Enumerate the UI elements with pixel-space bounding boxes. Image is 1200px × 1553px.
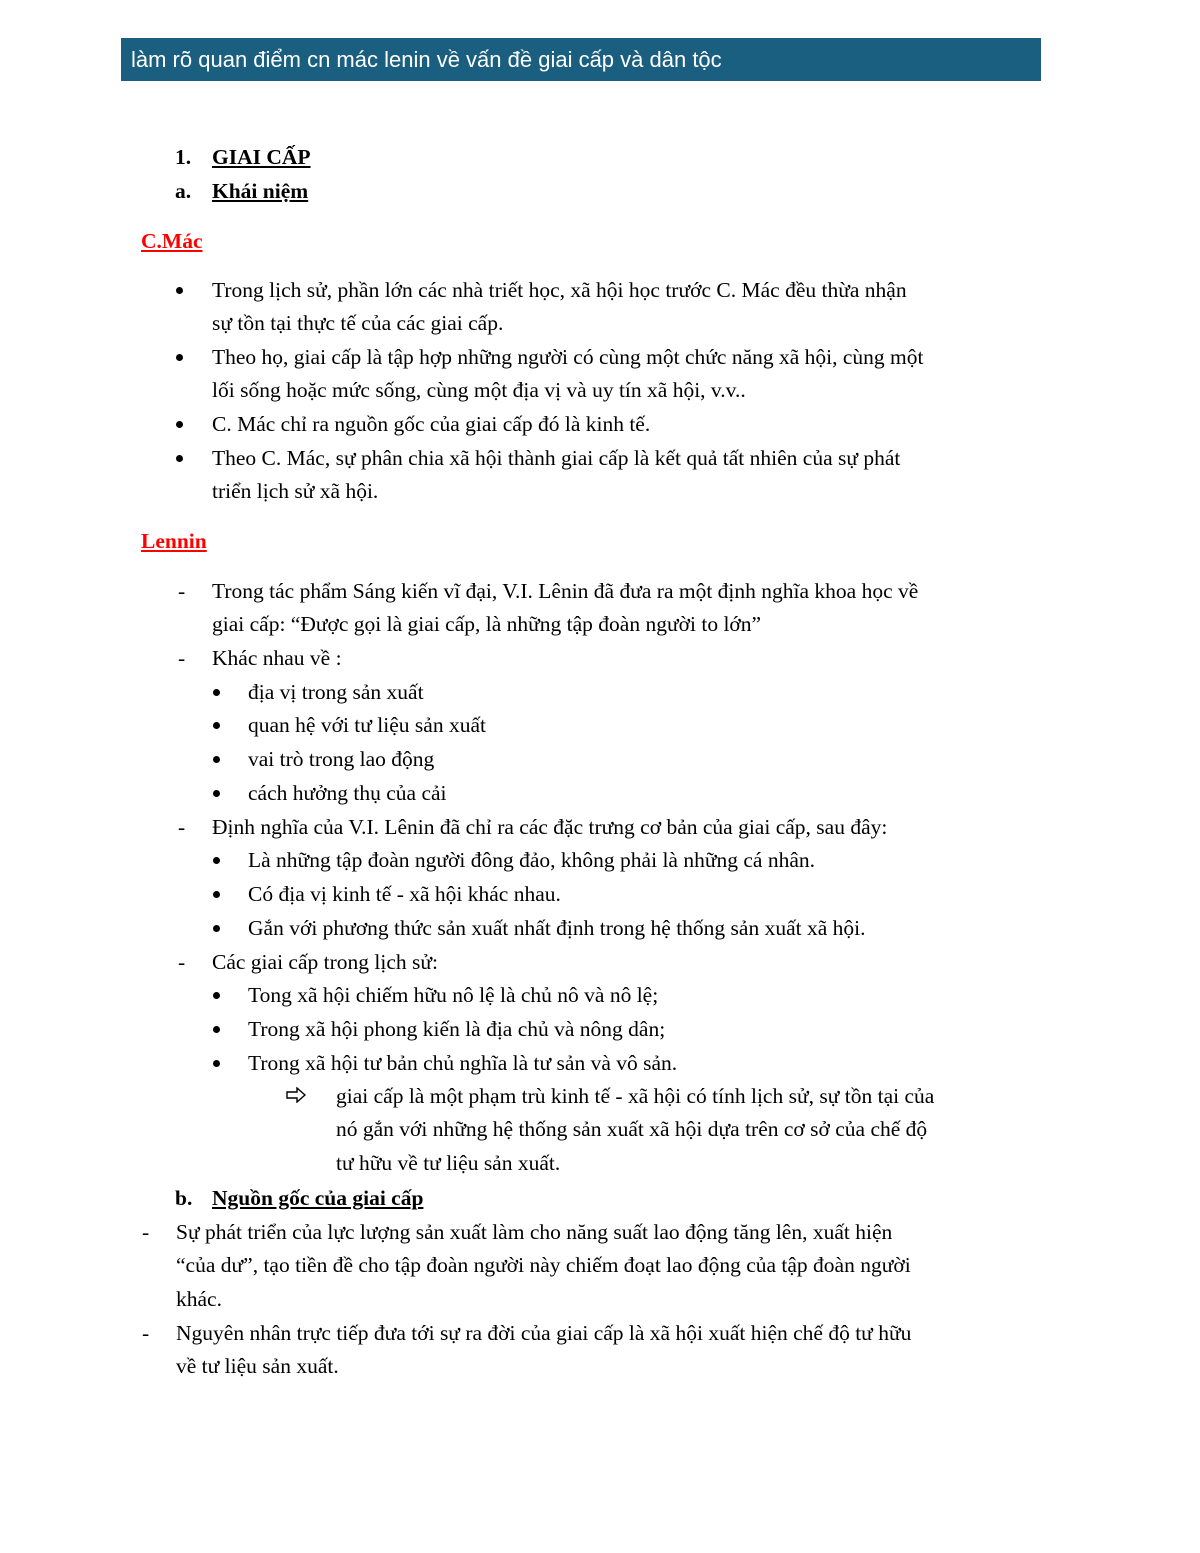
subsection-heading: Khái niệm: [212, 179, 309, 203]
conclusion-line-2: nó gắn với những hệ thống sản xuất xã hội dựa trên cơ sở của chế độ: [336, 1117, 928, 1141]
lenin-dash-2: Khác nhau về :: [212, 646, 342, 670]
lenin-dash-4: Các giai cấp trong lịch sử:: [212, 950, 438, 974]
bullet-dot: [213, 689, 220, 696]
history-class-item: Trong xã hội phong kiến là địa chủ và nông dân;: [248, 1017, 666, 1041]
origin-dash-2-line-2: về tư liệu sản xuất.: [176, 1354, 339, 1378]
dash-marker: -: [178, 950, 186, 974]
bullet-dot: [213, 925, 220, 932]
mac-bullet-2-line-2: lối sống hoặc mức sống, cùng một địa vị và uy tín xã hội, v.v..: [212, 378, 746, 402]
origin-dash-1-line-1: Sự phát triển của lực lượng sản xuất làm cho năng suất lao động tăng lên, xuất hiện: [176, 1220, 893, 1244]
bullet-dot: [213, 992, 220, 999]
bullet-dot: [213, 1026, 220, 1033]
lenin-trait-item: Gắn với phương thức sản xuất nhất định trong hệ thống sản xuất xã hội.: [248, 916, 866, 940]
lenin-heading: Lennin: [141, 529, 207, 553]
dash-marker: -: [178, 579, 186, 603]
lenin-difference-item: vai trò trong lao động: [248, 747, 435, 771]
lenin-difference-item: cách hưởng thụ của cải: [248, 781, 447, 805]
lenin-dash-1-line-2: giai cấp: “Được gọi là giai cấp, là những tập đoàn người to lớn”: [212, 612, 762, 636]
lenin-trait-item: Là những tập đoàn người đông đảo, không phải là những cá nhân.: [248, 848, 815, 872]
mac-bullet-4-line-2: triển lịch sử xã hội.: [212, 479, 379, 503]
dash-marker: -: [178, 815, 186, 839]
origin-dash-2-line-1: Nguyên nhân trực tiếp đưa tới sự ra đời của giai cấp là xã hội xuất hiện chế độ tư hữu: [176, 1321, 912, 1345]
history-class-item: Trong xã hội tư bản chủ nghĩa là tư sản và vô sản.: [248, 1051, 678, 1075]
conclusion-line-3: tư hữu về tư liệu sản xuất.: [336, 1151, 561, 1175]
conclusion-line-1: giai cấp là một phạm trù kinh tế - xã hội có tính lịch sử, sự tồn tại của: [336, 1084, 935, 1108]
mac-bullet-4-line-1: Theo C. Mác, sự phân chia xã hội thành giai cấp là kết quả tất nhiên của sự phát: [212, 446, 901, 470]
mac-heading: C.Mác: [141, 229, 203, 253]
bullet-dot: [176, 421, 183, 428]
lenin-trait-item: Có địa vị kinh tế - xã hội khác nhau.: [248, 882, 561, 906]
document-title-banner: làm rõ quan điểm cn mác lenin về vấn đề giai cấp và dân tộc: [121, 38, 1041, 81]
bullet-dot: [176, 455, 183, 462]
bullet-dot: [176, 287, 183, 294]
right-arrow-icon: [286, 1087, 306, 1103]
lenin-dash-1-line-1: Trong tác phẩm Sáng kiến vĩ đại, V.I. Lênin đã đưa ra một định nghĩa khoa học về: [212, 579, 919, 603]
mac-bullet-3: C. Mác chỉ ra nguồn gốc của giai cấp đó là kinh tế.: [212, 412, 651, 436]
bullet-dot: [213, 857, 220, 864]
subsection-letter: b.: [175, 1186, 193, 1210]
bullet-dot: [213, 722, 220, 729]
dash-marker: -: [142, 1321, 150, 1345]
lenin-difference-item: quan hệ với tư liệu sản xuất: [248, 713, 486, 737]
section-number: 1.: [175, 145, 192, 169]
lenin-difference-item: địa vị trong sản xuất: [248, 680, 424, 704]
bullet-dot: [213, 1060, 220, 1067]
origin-dash-1-line-3: khác.: [176, 1287, 222, 1311]
lenin-dash-3: Định nghĩa của V.I. Lênin đã chỉ ra các đặc trưng cơ bản của giai cấp, sau đây:: [212, 815, 888, 839]
subsection-heading: Nguồn gốc của giai cấp: [212, 1186, 424, 1210]
dash-marker: -: [142, 1220, 150, 1244]
mac-bullet-1-line-2: sự tồn tại thực tế của các giai cấp.: [212, 311, 504, 335]
bullet-dot: [213, 756, 220, 763]
dash-marker: -: [178, 646, 186, 670]
mac-bullet-2-line-1: Theo họ, giai cấp là tập hợp những người có cùng một chức năng xã hội, cùng một: [212, 345, 924, 369]
bullet-dot: [213, 891, 220, 898]
bullet-dot: [176, 354, 183, 361]
bullet-dot: [213, 790, 220, 797]
history-class-item: Tong xã hội chiếm hữu nô lệ là chủ nô và nô lệ;: [248, 983, 659, 1007]
mac-bullet-1-line-1: Trong lịch sử, phần lớn các nhà triết học, xã hội học trước C. Mác đều thừa nhận: [212, 278, 907, 302]
origin-dash-1-line-2: “của dư”, tạo tiền đề cho tập đoàn người này chiếm đoạt lao động của tập đoàn người: [176, 1253, 911, 1277]
section-heading: GIAI CẤP: [212, 145, 311, 169]
subsection-letter: a.: [175, 179, 192, 203]
